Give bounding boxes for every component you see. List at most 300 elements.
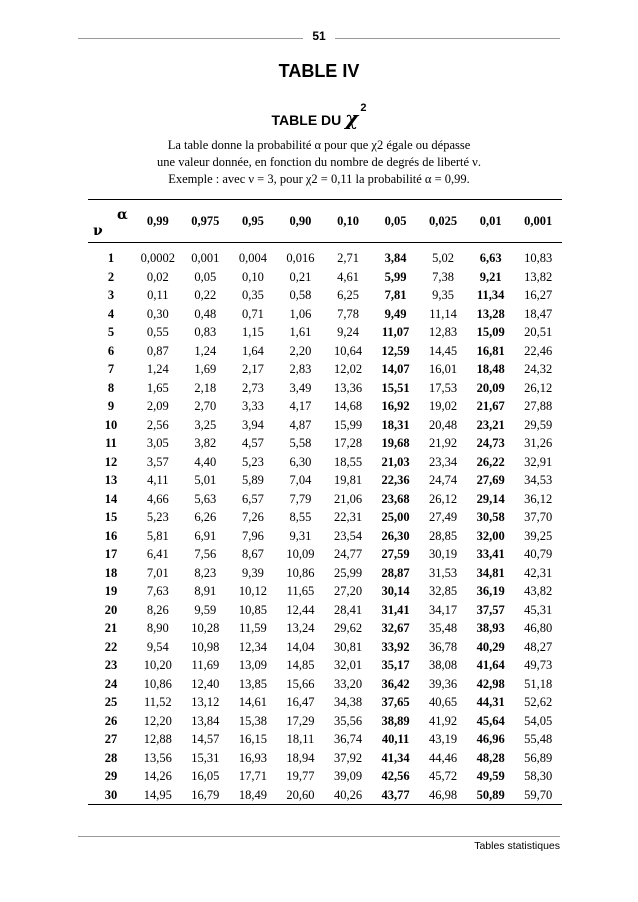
chi-square-value-cell: 0,21 <box>289 269 312 284</box>
chi-square-value-cell: 13,24 <box>286 621 315 635</box>
table-row <box>88 342 562 361</box>
chi-square-value-cell: 8,55 <box>289 510 312 524</box>
chi-square-value-cell: 19,02 <box>429 399 458 413</box>
chi-square-value-cell: 18,11 <box>286 732 315 746</box>
chi-square-value-cell: 36,42 <box>381 676 410 691</box>
chi-square-value-cell: 46,96 <box>476 732 505 746</box>
chi-square-value-cell: 13,82 <box>524 269 553 284</box>
chi-square-value-cell: 0,83 <box>194 325 217 339</box>
chi-square-value-cell: 11,52 <box>143 695 172 709</box>
degrees-of-freedom-cell: 2 <box>107 269 115 284</box>
alpha-header-cell: 0,05 <box>372 200 420 243</box>
chi-square-value-cell: 12,34 <box>238 639 267 654</box>
chi-square-value-cell: 30,19 <box>429 547 458 561</box>
chi-square-value-cell: 43,82 <box>524 584 553 598</box>
chi-square-value-cell: 4,61 <box>337 269 359 284</box>
footer-rule <box>78 836 560 837</box>
chi-square-value-cell: 24,73 <box>476 436 505 450</box>
chi-square-value-cell: 4,57 <box>241 436 264 450</box>
degrees-of-freedom-cell: 25 <box>104 695 118 709</box>
chi-square-value-cell: 12,40 <box>191 676 220 691</box>
chi-square-table <box>88 199 562 805</box>
chi-square-value-cell: 14,26 <box>143 769 172 783</box>
chi-square-value-cell: 18,49 <box>229 786 277 805</box>
chi-square-value-cell: 32,91 <box>524 454 553 469</box>
degrees-of-freedom-cell: 21 <box>104 621 118 635</box>
chi-square-value-cell: 6,26 <box>194 510 217 524</box>
chi-square-value-cell: 6,91 <box>194 528 217 543</box>
chi-square-value-cell: 2,71 <box>337 251 359 265</box>
chi-square-value-cell: 0,48 <box>194 306 217 321</box>
chi-square-value-cell: 43,77 <box>372 786 420 805</box>
chi-square-value-cell: 14,07 <box>381 362 410 376</box>
degrees-of-freedom-cell: 14 <box>104 491 118 506</box>
degrees-of-freedom-cell: 26 <box>104 713 118 728</box>
table-row <box>88 305 562 324</box>
chi-square-value-cell: 2,83 <box>289 362 312 376</box>
table-row <box>88 286 562 305</box>
chi-square-value-cell: 46,98 <box>419 786 467 805</box>
chi-square-value-cell: 2,20 <box>289 343 312 358</box>
chi-square-value-cell: 7,78 <box>337 306 359 321</box>
chi-square-value-cell: 22,36 <box>381 473 410 487</box>
chi-square-value-cell: 0,71 <box>241 306 264 321</box>
chi-square-value-cell: 7,79 <box>289 491 312 506</box>
chi-square-value-cell: 39,09 <box>333 769 363 783</box>
chi-square-value-cell: 37,92 <box>333 750 363 765</box>
chi-square-value-cell: 33,20 <box>333 676 363 691</box>
chi-square-value-cell: 11,69 <box>191 658 220 672</box>
chi-square-value-cell: 31,53 <box>429 565 458 580</box>
chi-square-value-cell: 42,98 <box>476 676 505 691</box>
chi-square-value-cell: 26,30 <box>381 528 410 543</box>
degrees-of-freedom-cell: 17 <box>104 547 118 561</box>
chi-square-value-cell: 0,35 <box>241 288 264 302</box>
chi-square-value-cell: 14,57 <box>191 732 220 746</box>
degrees-of-freedom-cell: 15 <box>104 510 118 524</box>
chi-square-value-cell: 8,91 <box>194 584 217 598</box>
table-body <box>88 243 562 805</box>
chi-square-value-cell: 4,11 <box>147 473 169 487</box>
chi-square-value-cell: 10,86 <box>143 676 172 691</box>
chi-square-value-cell: 14,45 <box>429 343 458 358</box>
chi-square-value-cell: 20,51 <box>524 325 553 339</box>
alpha-header-cell: 0,95 <box>229 200 277 243</box>
chi-square-value-cell: 3,25 <box>194 417 217 432</box>
chi-square-value-cell: 24,74 <box>429 473 458 487</box>
chi-square-value-cell: 20,48 <box>429 417 458 432</box>
chi-square-value-cell: 32,01 <box>333 658 363 672</box>
table-row <box>88 453 562 472</box>
chi-square-value-cell: 6,30 <box>289 454 312 469</box>
chi-square-value-cell: 26,12 <box>524 380 553 395</box>
chi-square-value-cell: 34,81 <box>476 565 505 580</box>
chi-square-value-cell: 24,77 <box>333 547 363 561</box>
chi-square-value-cell: 14,68 <box>333 399 363 413</box>
chi-square-value-cell: 11,59 <box>239 621 267 635</box>
chi-square-value-cell: 17,71 <box>238 769 267 783</box>
table-row <box>88 693 562 712</box>
chi-square-value-cell: 7,63 <box>146 584 169 598</box>
chi-square-value-cell: 49,59 <box>476 769 505 783</box>
degrees-of-freedom-cell: 23 <box>104 658 118 672</box>
degrees-of-freedom-cell: 11 <box>105 436 117 450</box>
chi-square-value-cell: 41,34 <box>381 750 410 765</box>
table-row <box>88 675 562 694</box>
chi-square-value-cell: 12,20 <box>143 713 172 728</box>
chi-square-value-cell: 45,72 <box>429 769 458 783</box>
chi-square-value-cell: 5,23 <box>241 454 264 469</box>
chi-square-value-cell: 0,58 <box>289 288 312 302</box>
chi-square-value-cell: 1,69 <box>194 362 217 376</box>
chi-square-value-cell: 28,41 <box>333 602 363 617</box>
table-corner <box>88 200 134 243</box>
chi-square-value-cell: 33,92 <box>381 639 410 654</box>
degrees-of-freedom-cell: 13 <box>104 473 118 487</box>
chi-square-value-cell: 44,31 <box>476 695 505 709</box>
chi-square-value-cell: 4,66 <box>146 491 169 506</box>
chi-square-value-cell: 36,74 <box>333 732 363 746</box>
table-row <box>88 712 562 731</box>
table-row <box>88 416 562 435</box>
chi-square-value-cell: 44,46 <box>429 750 458 765</box>
degrees-of-freedom-cell: 19 <box>104 584 118 598</box>
chi-square-value-cell: 3,05 <box>146 436 169 450</box>
chi-square-value-cell: 27,69 <box>476 473 505 487</box>
chi-square-value-cell: 34,53 <box>524 473 553 487</box>
chi-square-value-cell: 6,57 <box>241 491 264 506</box>
chi-square-value-cell: 12,59 <box>381 343 410 358</box>
chi-square-value-cell: 32,85 <box>429 584 458 598</box>
chi-square-value-cell: 32,67 <box>381 621 410 635</box>
chi-square-value-cell: 7,04 <box>289 473 312 487</box>
chi-square-value-cell: 38,93 <box>476 621 505 635</box>
chi-square-value-cell: 29,14 <box>476 491 505 506</box>
chi-square-value-cell: 0,30 <box>146 306 169 321</box>
alpha-header-cell: 0,975 <box>182 200 230 243</box>
chi-square-value-cell: 0,11 <box>147 288 169 302</box>
chi-square-value-cell: 13,12 <box>191 695 220 709</box>
chi-square-value-cell: 5,81 <box>146 528 169 543</box>
chi-square-value-cell: 58,30 <box>524 769 553 783</box>
table-row <box>88 564 562 583</box>
chi-square-value-cell: 7,01 <box>146 565 169 580</box>
chi-symbol: χ <box>345 106 359 130</box>
degrees-of-freedom-cell: 27 <box>104 732 118 746</box>
chi-square-value-cell: 5,63 <box>194 491 217 506</box>
table-row <box>88 582 562 601</box>
chi-square-value-cell: 6,25 <box>337 288 359 302</box>
degrees-of-freedom-cell: 8 <box>107 380 115 395</box>
degrees-of-freedom-cell: 5 <box>107 325 115 339</box>
chi-square-value-cell: 45,64 <box>476 713 505 728</box>
chi-square-value-cell: 1,24 <box>194 343 217 358</box>
chi-square-value-cell: 40,29 <box>476 639 505 654</box>
degrees-of-freedom-cell: 12 <box>104 454 118 469</box>
chi-square-value-cell: 49,73 <box>524 658 553 672</box>
chi-square-value-cell: 7,38 <box>432 269 455 284</box>
table-row <box>88 434 562 453</box>
chi-square-value-cell: 7,96 <box>241 528 264 543</box>
chi-square-value-cell: 6,63 <box>479 251 502 265</box>
chi-square-value-cell: 0,05 <box>194 269 217 284</box>
chi-square-value-cell: 12,02 <box>333 362 363 376</box>
chi-square-value-cell: 9,35 <box>432 288 455 302</box>
chi-square-value-cell: 54,05 <box>524 713 553 728</box>
chi-square-value-cell: 16,47 <box>286 695 315 709</box>
chi-square-value-cell: 55,48 <box>524 732 553 746</box>
chi-square-value-cell: 16,81 <box>476 343 505 358</box>
chi-square-value-cell: 25,99 <box>333 565 363 580</box>
chi-square-value-cell: 2,09 <box>146 399 169 413</box>
chi-square-value-cell: 11,65 <box>286 584 315 598</box>
chi-square-value-cell: 40,65 <box>429 695 458 709</box>
chi-square-value-cell: 9,39 <box>241 565 264 580</box>
degrees-of-freedom-cell: 4 <box>107 306 115 321</box>
chi-square-value-cell: 51,18 <box>524 676 553 691</box>
chi-square-value-cell: 37,70 <box>524 510 553 524</box>
chi-square-value-cell: 5,23 <box>146 510 169 524</box>
chi-square-value-cell: 23,68 <box>381 491 410 506</box>
chi-square-value-cell: 15,38 <box>238 713 267 728</box>
nu-symbol: ν <box>93 223 103 239</box>
chi-square-value-cell: 27,20 <box>333 584 363 598</box>
chi-square-value-cell: 3,49 <box>289 380 312 395</box>
chi-square-value-cell: 38,08 <box>429 658 458 672</box>
table-row <box>88 545 562 564</box>
description-line-2: une valeur donnée, en fonction du nombre de degrés de liberté ν. <box>157 155 481 169</box>
chi-square-value-cell: 13,36 <box>333 380 363 395</box>
chi-square-value-cell: 43,19 <box>429 732 458 746</box>
chi-square-value-cell: 36,78 <box>429 639 458 654</box>
chi-square-value-cell: 29,62 <box>333 621 363 635</box>
chi-square-value-cell: 24,32 <box>524 362 553 376</box>
chi-square-value-cell: 40,79 <box>524 547 553 561</box>
table-row <box>88 749 562 768</box>
chi-square-value-cell: 33,41 <box>476 547 505 561</box>
chi-square-value-cell: 40,26 <box>324 786 372 805</box>
table-row <box>88 656 562 675</box>
table-row <box>88 601 562 620</box>
chi-square-value-cell: 48,27 <box>524 639 553 654</box>
chi-square-value-cell: 13,28 <box>476 306 505 321</box>
chi-square-value-cell: 15,99 <box>333 417 363 432</box>
chi-square-value-cell: 42,56 <box>381 769 410 783</box>
description-line-3: Exemple : avec ν = 3, pour χ2 = 0,11 la probabilité α = 0,99. <box>168 172 470 186</box>
chi-square-value-cell: 3,84 <box>384 251 407 265</box>
degrees-of-freedom-cell: 6 <box>107 343 115 358</box>
chi-square-value-cell: 3,57 <box>146 454 169 469</box>
chi-square-value-cell: 4,87 <box>289 417 312 432</box>
chi-square-value-cell: 1,65 <box>146 380 169 395</box>
chi-square-value-cell: 9,54 <box>146 639 169 654</box>
chi-square-value-cell: 5,89 <box>241 473 264 487</box>
chi-square-value-cell: 31,41 <box>381 602 410 617</box>
degrees-of-freedom-cell: 10 <box>104 417 118 432</box>
chi-square-value-cell: 7,81 <box>384 288 407 302</box>
chi-square-value-cell: 46,80 <box>524 621 553 635</box>
chi-square-value-cell: 12,44 <box>286 602 315 617</box>
chi-square-value-cell: 23,54 <box>333 528 363 543</box>
degrees-of-freedom-cell: 16 <box>104 528 118 543</box>
chi-square-value-cell: 14,04 <box>286 639 315 654</box>
chi-square-value-cell: 15,31 <box>191 750 220 765</box>
chi-square-value-cell: 3,94 <box>241 417 264 432</box>
chi-square-value-cell: 23,34 <box>429 454 458 469</box>
table-row <box>88 527 562 546</box>
chi-square-value-cell: 52,62 <box>524 695 553 709</box>
page-subtitle <box>0 102 638 130</box>
table-row <box>88 786 562 805</box>
table-row <box>88 397 562 416</box>
alpha-header-cell: 0,90 <box>277 200 325 243</box>
chi-square-value-cell: 17,29 <box>286 713 315 728</box>
chi-square-value-cell: 6,41 <box>146 547 169 561</box>
chi-square-value-cell: 10,20 <box>143 658 172 672</box>
chi-square-value-cell: 27,88 <box>524 399 553 413</box>
chi-square-value-cell: 18,55 <box>333 454 363 469</box>
chi-square-value-cell: 14,85 <box>286 658 315 672</box>
chi-square-value-cell: 1,64 <box>241 343 264 358</box>
chi-square-value-cell: 59,70 <box>514 786 562 805</box>
chi-square-value-cell: 56,89 <box>524 750 553 765</box>
degrees-of-freedom-cell: 18 <box>104 565 118 580</box>
chi-square-value-cell: 12,88 <box>143 732 172 746</box>
chi-square-value-cell: 2,56 <box>146 417 169 432</box>
chi-square-value-cell: 11,34 <box>476 288 505 302</box>
chi-square-value-cell: 11,07 <box>381 325 410 339</box>
chi-square-value-cell: 18,47 <box>524 306 553 321</box>
chi-square-value-cell: 35,48 <box>429 621 458 635</box>
chi-square-value-cell: 0,004 <box>238 251 267 265</box>
chi-square-value-cell: 30,14 <box>381 584 410 598</box>
chi-square-value-cell: 32,00 <box>476 528 505 543</box>
chi-square-value-cell: 27,49 <box>429 510 458 524</box>
chi-square-value-cell: 38,89 <box>381 713 410 728</box>
chi-square-value-cell: 0,016 <box>286 251 315 265</box>
chi-square-value-cell: 48,28 <box>476 750 505 765</box>
chi-square-value-cell: 8,90 <box>146 621 169 635</box>
table-row <box>88 379 562 398</box>
chi-square-value-cell: 9,49 <box>384 306 407 321</box>
chi-square-value-cell: 26,22 <box>476 454 505 469</box>
chi-square-table-container <box>88 199 562 805</box>
chi-square-value-cell: 1,24 <box>146 362 169 376</box>
chi-square-value-cell: 9,59 <box>194 602 217 617</box>
chi-square-value-cell: 31,26 <box>524 436 553 450</box>
chi-square-value-cell: 42,31 <box>524 565 553 580</box>
chi-square-value-cell: 10,12 <box>238 584 267 598</box>
chi-square-value-cell: 16,05 <box>191 769 220 783</box>
chi-square-value-cell: 10,85 <box>238 602 267 617</box>
table-row <box>88 360 562 379</box>
chi-square-value-cell: 27,59 <box>381 547 410 561</box>
chi-square-value-cell: 22,46 <box>524 343 553 358</box>
chi-square-value-cell: 4,17 <box>289 399 312 413</box>
degrees-of-freedom-cell: 28 <box>104 750 118 765</box>
chi-square-value-cell: 2,18 <box>194 380 217 395</box>
chi-square-value-cell: 1,06 <box>289 306 312 321</box>
chi-square-value-cell: 35,56 <box>333 713 363 728</box>
chi-square-value-cell: 14,61 <box>238 695 267 709</box>
alpha-header-cell: 0,001 <box>514 200 562 243</box>
chi-square-value-cell: 10,98 <box>191 639 220 654</box>
chi-square-value-cell: 10,64 <box>333 343 363 358</box>
degrees-of-freedom-cell: 24 <box>104 676 118 691</box>
chi-square-value-cell: 9,31 <box>289 528 312 543</box>
chi-square-value-cell: 2,70 <box>194 399 217 413</box>
description-line-1: La table donne la probabilité α pour que χ2 égale ou dépasse <box>167 138 471 152</box>
table-row <box>88 268 562 287</box>
chi-square-value-cell: 26,12 <box>429 491 458 506</box>
degrees-of-freedom-cell: 22 <box>104 639 118 654</box>
chi-square-value-cell: 13,56 <box>143 750 172 765</box>
chi-square-value-cell: 21,67 <box>476 399 505 413</box>
chi-square-value-cell: 11,14 <box>429 306 457 321</box>
chi-square-value-cell: 0,87 <box>146 343 169 358</box>
table-row <box>88 323 562 342</box>
chi-square-value-cell: 14,95 <box>134 786 182 805</box>
chi-square-value-cell: 17,53 <box>429 380 458 395</box>
chi-square-value-cell: 7,56 <box>194 547 217 561</box>
degrees-of-freedom-cell: 30 <box>88 786 134 805</box>
chi-square-value-cell: 0,001 <box>191 251 220 265</box>
chi-square-value-cell: 50,89 <box>467 786 515 805</box>
chi-square-value-cell: 41,64 <box>476 658 505 672</box>
chi-square-value-cell: 5,02 <box>432 251 455 265</box>
chi-square-value-cell: 19,81 <box>333 473 363 487</box>
chi-square-value-cell: 34,17 <box>429 602 458 617</box>
chi-square-value-cell: 19,68 <box>381 436 410 450</box>
chi-square-value-cell: 16,27 <box>524 288 553 302</box>
chi-square-value-cell: 30,58 <box>476 510 505 524</box>
table-row <box>88 767 562 786</box>
chi-square-value-cell: 10,28 <box>191 621 220 635</box>
page-title: TABLE IV <box>278 61 360 81</box>
alpha-header-cell: 0,10 <box>324 200 372 243</box>
table-description <box>0 137 638 188</box>
degrees-of-freedom-cell: 7 <box>107 362 115 376</box>
chi-square-value-cell: 8,26 <box>146 602 169 617</box>
chi-square-value-cell: 10,09 <box>286 547 315 561</box>
chi-square-value-cell: 10,86 <box>286 565 315 580</box>
chi-square-value-cell: 3,82 <box>194 436 217 450</box>
table-row <box>88 243 562 268</box>
alpha-symbol: α <box>117 207 128 223</box>
chi-square-value-cell: 40,11 <box>381 732 410 746</box>
table-header-row <box>88 200 562 243</box>
chi-square-value-cell: 20,09 <box>476 380 505 395</box>
footer-text: Tables statistiques <box>474 840 560 852</box>
chi-square-value-cell: 0,10 <box>241 269 264 284</box>
chi-square-value-cell: 0,02 <box>146 269 169 284</box>
chi-square-value-cell: 37,65 <box>381 695 410 709</box>
chi-square-value-cell: 10,83 <box>524 251 553 265</box>
chi-square-value-cell: 5,01 <box>194 473 217 487</box>
chi-square-value-cell: 4,40 <box>194 454 217 469</box>
chi-square-value-cell: 39,36 <box>429 676 458 691</box>
chi-square-value-cell: 7,26 <box>241 510 264 524</box>
chi-square-value-cell: 41,92 <box>429 713 458 728</box>
chi-square-value-cell: 2,73 <box>241 380 264 395</box>
table-row <box>88 471 562 490</box>
degrees-of-freedom-cell: 3 <box>107 288 115 302</box>
chi-square-value-cell: 30,81 <box>333 639 363 654</box>
chi-square-value-cell: 12,83 <box>429 325 458 339</box>
table-row <box>88 508 562 527</box>
alpha-header-cell: 0,01 <box>467 200 515 243</box>
chi-square-value-cell: 23,21 <box>476 417 505 432</box>
